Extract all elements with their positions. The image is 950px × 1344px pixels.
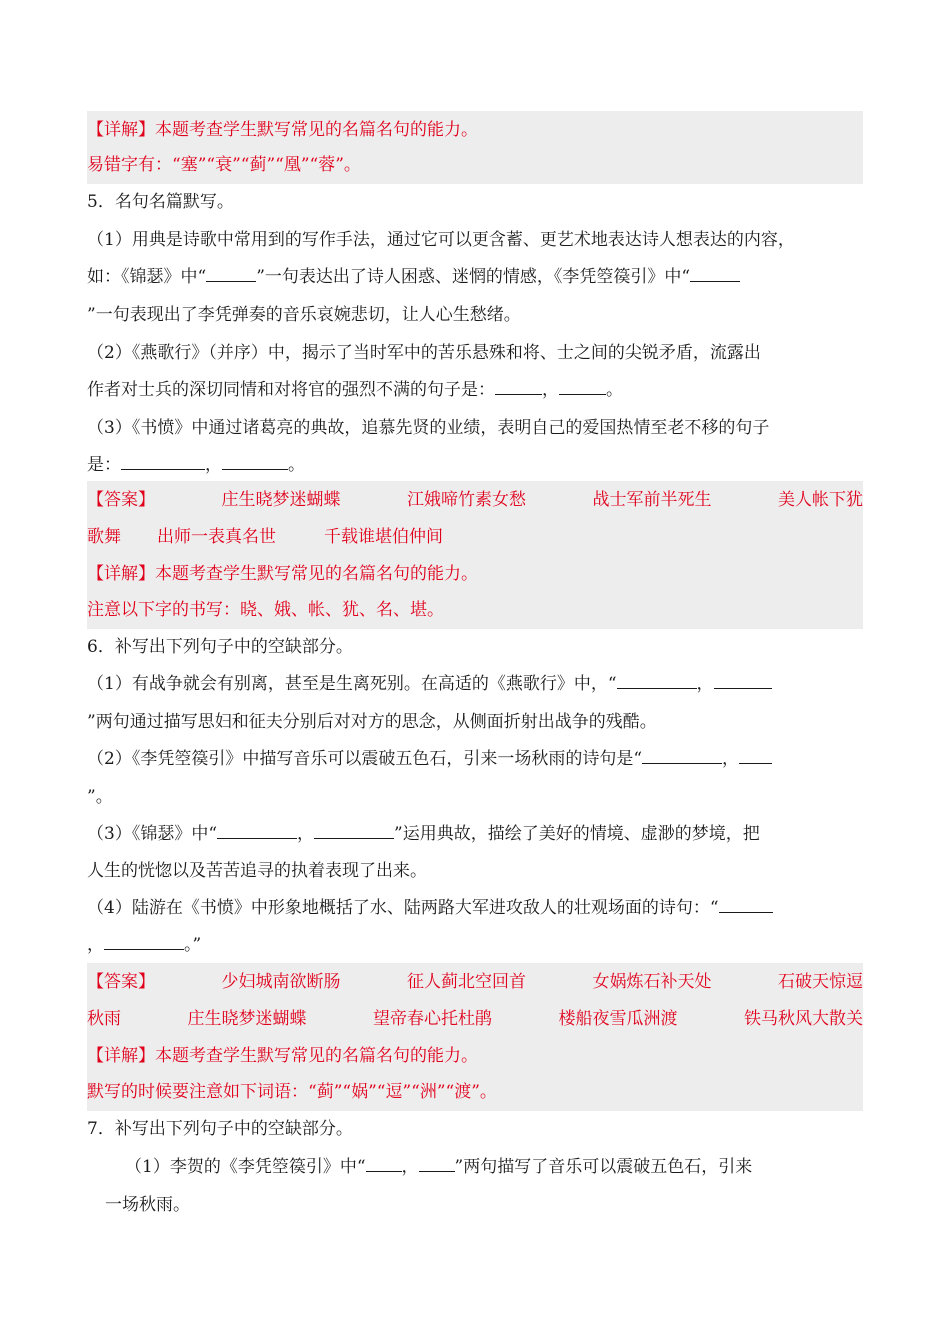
q7-p1-text2: ”两句描写了音乐可以震破五色石，引来 [454, 1157, 753, 1177]
q6-p3-text: （3）《锦瑟》中“ [87, 824, 218, 844]
q5-p3-text: （3）《书愤》中通过诸葛亮的典故，追慕先贤的业绩，表明自己的爱国热情至老不移的句子 [87, 418, 770, 438]
q4-errors-text: 易错字有：“塞”“衰”“蓟”“凰”“蓉”。 [87, 155, 361, 175]
answer-item: 江娥啼竹素女愁 [407, 490, 526, 510]
q5-answer-row2 [87, 518, 863, 556]
q5-p1-line1 [87, 221, 863, 259]
q6-p3-text2: ”运用典故，描绘了美好的情境、虚渺的梦境，把 [394, 824, 760, 844]
q6-detail [87, 1037, 863, 1075]
fill-blank[interactable] [690, 260, 740, 282]
q5-p3-line1 [87, 409, 863, 447]
q5-note [87, 591, 863, 629]
comma: ， [696, 674, 714, 694]
fill-blank[interactable] [617, 667, 697, 689]
comma: ， [205, 455, 222, 475]
fill-blank[interactable] [314, 817, 394, 839]
fill-blank[interactable] [121, 448, 205, 470]
q5-p3-line2 [87, 446, 863, 484]
q5-p1-text3: ”一句表达出了诗人困惑、迷惘的情感，《李凭箜篌引》中“ [256, 267, 691, 287]
q6-note [87, 1073, 863, 1111]
q5-answer-row1 [87, 481, 863, 519]
answer-label: 【答案】 [87, 490, 155, 510]
q5-title-text: 5．名句名篇默写。 [87, 192, 234, 212]
q5-p1-text2: 如：《锦瑟》中“ [87, 267, 207, 287]
comma: ， [722, 749, 740, 769]
q5-p1-line3 [87, 296, 863, 334]
q6-p3-text3: 人生的恍惚以及苦苦追寻的执着表现了出来。 [87, 861, 427, 881]
answer-item: 征人蓟北空回首 [407, 972, 526, 992]
q5-detail-text: 【详解】本题考查学生默写常见的名篇名句的能力。 [87, 564, 478, 584]
fill-blank[interactable] [206, 260, 256, 282]
answer-item: 铁马秋风大散关 [744, 1009, 863, 1029]
q6-note-text: 默写的时候要注意如下词语：“蓟”“娲”“逗”“洲”“渡”。 [87, 1082, 497, 1102]
q5-p1-text: （1）用典是诗歌中常用到的写作手法，通过它可以更含蓄、更艺术地表达诗人想表达的内容， [87, 230, 795, 250]
q7-p1-text3: 一场秋雨。 [105, 1195, 190, 1215]
q6-title [87, 628, 863, 666]
answer-item: 石破天惊逗 [778, 972, 863, 992]
answer-item: 出师一表真名世 [157, 527, 276, 547]
q6-answer-row2 [87, 1000, 863, 1038]
q5-title [87, 183, 863, 221]
q5-note-text: 注意以下字的书写：晓、娥、帐、犹、名、堪。 [87, 600, 444, 620]
q6-p4-line1 [87, 889, 863, 927]
q7-p1-line2 [105, 1186, 863, 1224]
fill-blank[interactable] [739, 742, 772, 764]
q6-answer-row1 [87, 963, 863, 1001]
q6-p2-line1 [87, 740, 863, 778]
q6-p4-text: （4）陆游在《书愤》中形象地概括了水、陆两路大军进攻敌人的壮观场面的诗句：“ [87, 898, 719, 918]
q6-p3-line2 [87, 852, 863, 890]
answer-item: 战士军前半死生 [592, 490, 712, 510]
answer-item: 望帝春心托杜鹃 [373, 1009, 492, 1029]
answer-item: 庄生晓梦迷蝴蝶 [187, 1009, 307, 1029]
q4-detail [87, 111, 863, 149]
answer-item: 歌舞 [87, 527, 121, 547]
q5-p2-text: （2）《燕歌行》（并序）中，揭示了当时军中的苦乐悬殊和将、士之间的尖锐矛盾，流露出 [87, 343, 761, 363]
period: 。 [606, 380, 623, 400]
q6-p2-text: （2）《李凭箜篌引》中描写音乐可以震破五色石，引来一场秋雨的诗句是“ [87, 749, 643, 769]
answer-item: 庄生晓梦迷蝴蝶 [221, 490, 341, 510]
q5-p1-line2 [87, 258, 863, 296]
q7-p1-line1 [125, 1148, 863, 1186]
answer-item: 千载谁堪伯仲间 [324, 527, 443, 547]
fill-blank[interactable] [366, 1150, 402, 1172]
q6-p1-line1 [87, 665, 863, 703]
q4-detail-text: 【详解】本题考查学生默写常见的名篇名句的能力。 [87, 120, 478, 140]
period: 。 [288, 455, 305, 475]
answer-item: 少妇城南欲断肠 [221, 972, 341, 992]
q5-p3-text2: 是： [87, 455, 121, 475]
q6-detail-text: 【详解】本题考查学生默写常见的名篇名句的能力。 [87, 1046, 478, 1066]
q5-p2-line1 [87, 334, 863, 372]
fill-blank[interactable] [559, 373, 606, 395]
answer-item: 女娲炼石补天处 [592, 972, 712, 992]
fill-blank[interactable] [642, 742, 722, 764]
answer-item: 楼船夜雪瓜洲渡 [558, 1009, 678, 1029]
period: 。” [184, 935, 202, 955]
q5-detail [87, 555, 863, 593]
fill-blank[interactable] [217, 817, 297, 839]
q6-title-text: 6．补写出下列句子中的空缺部分。 [87, 637, 353, 657]
q5-p2-text2: 作者对士兵的深切同情和对将官的强烈不满的句子是： [87, 380, 495, 400]
q6-p1-text2: ”两句通过描写思妇和征夫分别后对对方的思念，从侧面折射出战争的残酷。 [87, 712, 657, 732]
fill-blank[interactable] [719, 891, 773, 913]
comma: ， [297, 824, 315, 844]
q5-p2-line2 [87, 371, 863, 409]
q6-p2-line2 [87, 778, 863, 816]
q7-p1-text: （1）李贺的《李凭箜篌引》中“ [125, 1157, 366, 1177]
fill-blank[interactable] [419, 1150, 455, 1172]
fill-blank[interactable] [222, 448, 288, 470]
comma: ， [401, 1157, 419, 1177]
fill-blank[interactable] [495, 373, 542, 395]
comma: ， [87, 935, 104, 955]
q7-title [87, 1110, 863, 1148]
q6-p3-line1 [87, 815, 863, 853]
answer-label: 【答案】 [87, 972, 155, 992]
answer-item: 美人帐下犹 [778, 490, 863, 510]
answer-item: 秋雨 [87, 1009, 121, 1029]
q6-p1-text: （1）有战争就会有别离，甚至是生离死别。在高适的《燕歌行》中，“ [87, 674, 617, 694]
fill-blank[interactable] [104, 928, 184, 950]
q7-title-text: 7．补写出下列句子中的空缺部分。 [87, 1119, 353, 1139]
q6-p4-line2 [87, 926, 863, 964]
q4-errors [87, 146, 863, 184]
q5-p1-text4: ”一句表现出了李凭弹奏的音乐哀婉悲切，让人心生愁绪。 [87, 305, 521, 325]
q6-p2-text2: ”。 [87, 787, 113, 807]
q6-p1-line2 [87, 703, 863, 741]
comma: ， [542, 380, 559, 400]
fill-blank[interactable] [714, 667, 772, 689]
